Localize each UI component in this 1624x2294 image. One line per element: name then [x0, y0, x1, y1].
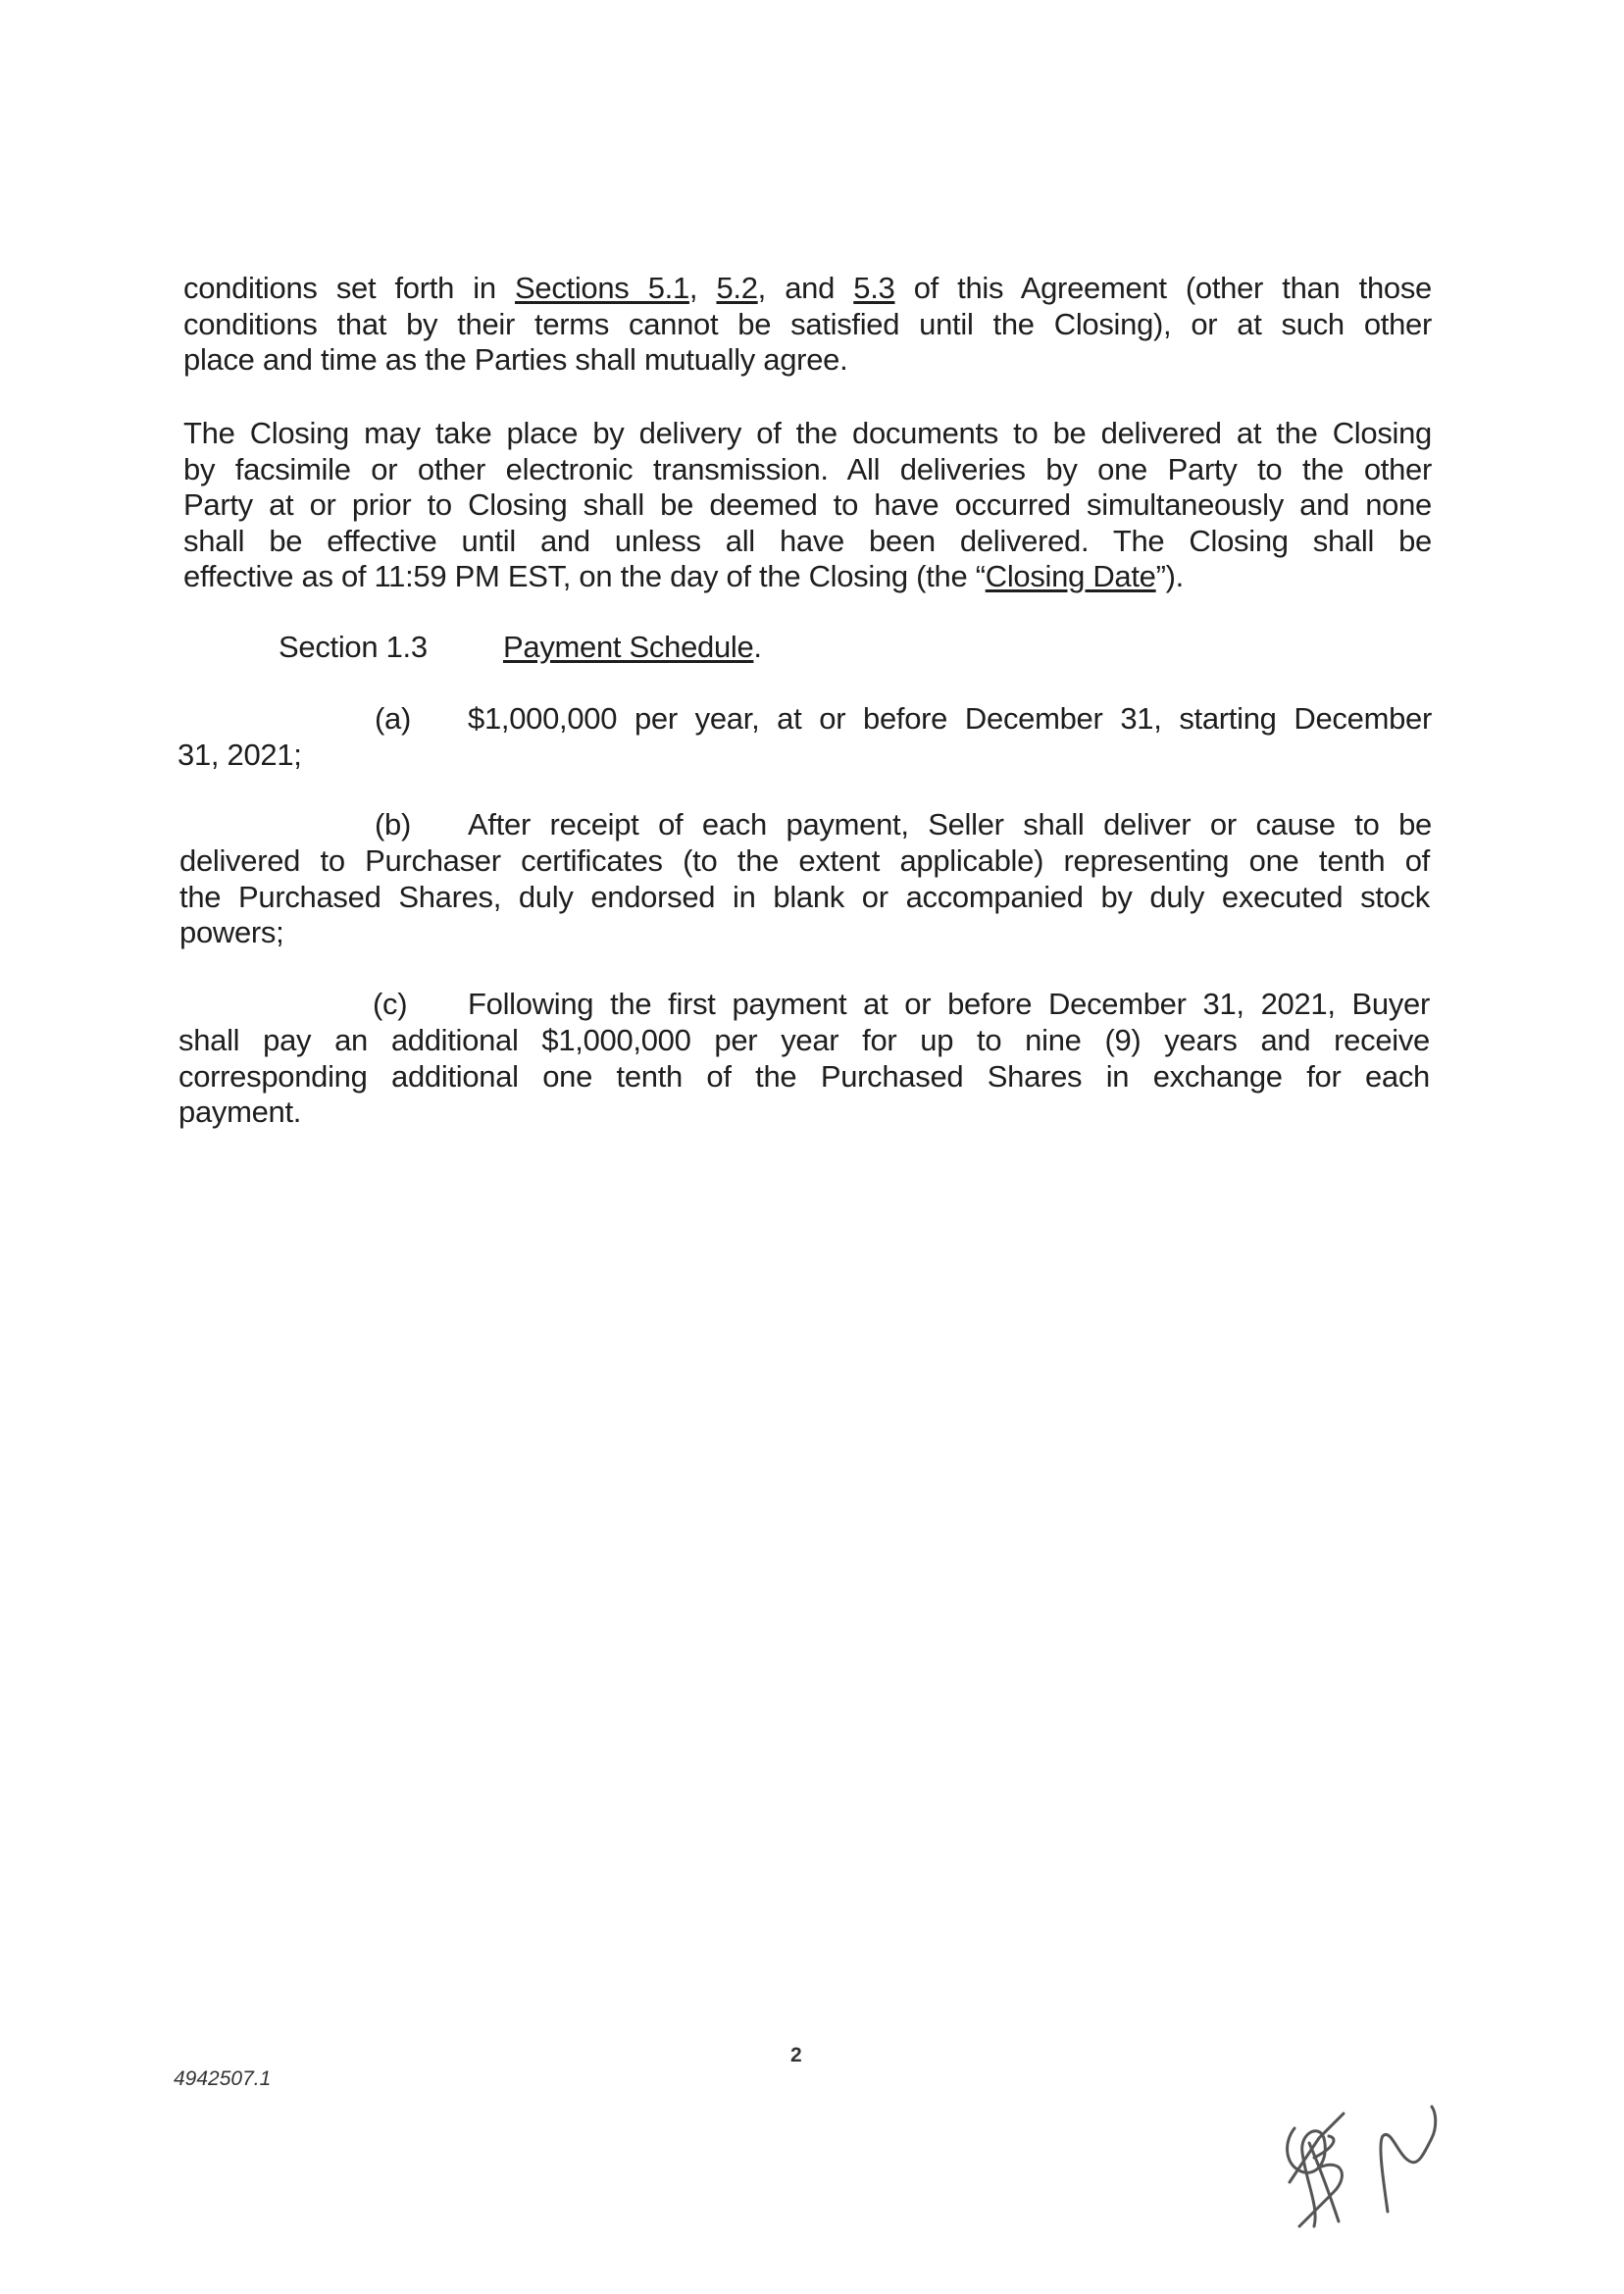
- item-c-first: [468, 987, 1430, 1022]
- text-segment: , and: [757, 271, 854, 305]
- text-line: [183, 524, 1432, 560]
- text-line: [179, 880, 1430, 916]
- paragraph-closing-delivery: [183, 416, 1432, 595]
- page-number: 2: [790, 2044, 802, 2066]
- section-number: Section 1.3: [279, 630, 428, 664]
- text-segment: ”).: [1155, 559, 1184, 593]
- text-line: [183, 559, 1432, 595]
- text-segment: shall pay an additional $1,000,000 per year for up to nine (9) years and receive: [178, 1023, 1430, 1057]
- paragraph-c: [178, 1023, 1430, 1131]
- text-line: [183, 452, 1432, 488]
- text-line: [179, 843, 1430, 880]
- cross-reference: Closing Date: [985, 559, 1156, 593]
- cross-reference: 5.2: [716, 271, 758, 305]
- text-line: [183, 271, 1432, 307]
- text-line: [178, 1023, 1430, 1059]
- text-line: [183, 487, 1432, 524]
- item-c-first-line: Following the first payment at or before December 31, 2021, Buyer: [468, 987, 1430, 1021]
- text-segment: conditions that by their terms cannot be satisfied until the Closing), or at such other: [183, 306, 1432, 341]
- text-line: [179, 915, 1430, 951]
- text-segment: by facsimile or other electronic transmission. All deliveries by one Party to the other: [183, 451, 1432, 486]
- text-line: [178, 1059, 1430, 1096]
- text-line: [183, 342, 1432, 379]
- section-title-wrap: [503, 630, 762, 665]
- text-line: [183, 307, 1432, 343]
- text-line: [178, 1095, 1430, 1131]
- item-a-text: [468, 701, 1432, 737]
- item-b-first: [468, 807, 1432, 842]
- signature-initials: [1275, 2099, 1530, 2236]
- cross-reference: Sections 5.1: [515, 271, 689, 305]
- item-a-continuation: 31, 2021;: [178, 738, 302, 772]
- text-segment: payment.: [178, 1095, 302, 1129]
- item-a-label: (a): [375, 701, 411, 736]
- item-b-label: (b): [375, 807, 411, 841]
- paragraph-closing-conditions: [183, 271, 1432, 379]
- text-segment: the Purchased Shares, duly endorsed in blank or accompanied by duly executed stock: [179, 879, 1430, 914]
- text-segment: conditions set forth in: [183, 271, 515, 305]
- text-segment: place and time as the Parties shall mutually agree.: [183, 342, 848, 377]
- section-title: Payment Schedule: [503, 630, 754, 664]
- item-c-label: (c): [373, 987, 408, 1021]
- text-segment: corresponding additional one tenth of the Purchased Shares in exchange for each: [178, 1058, 1430, 1094]
- text-segment: powers;: [179, 915, 284, 949]
- document-id: 4942507.1: [174, 2067, 272, 2090]
- text-segment: shall be effective until and unless all have been delivered. The Closing shall be: [183, 523, 1432, 558]
- item-a-first-line: $1,000,000 per year, at or before December 31, starting December: [468, 701, 1432, 736]
- paragraph-b: [179, 843, 1430, 951]
- item-b-first-line: After receipt of each payment, Seller shall deliver or cause to be: [468, 807, 1432, 841]
- text-segment: delivered to Purchaser certificates (to the extent applicable) representing one tenth of: [179, 843, 1430, 878]
- text-line: [183, 416, 1432, 452]
- text-segment: Party at or prior to Closing shall be deemed to have occurred simultaneously and none: [183, 487, 1432, 522]
- text-segment: ,: [688, 271, 717, 305]
- text-segment: of this Agreement (other than those: [894, 271, 1432, 305]
- section-title-suffix: .: [753, 630, 762, 664]
- text-segment: The Closing may take place by delivery of the documents to be delivered at the Closing: [183, 416, 1432, 450]
- cross-reference: 5.3: [853, 271, 895, 305]
- text-segment: effective as of 11:59 PM EST, on the day of the Closing (the “: [183, 559, 986, 593]
